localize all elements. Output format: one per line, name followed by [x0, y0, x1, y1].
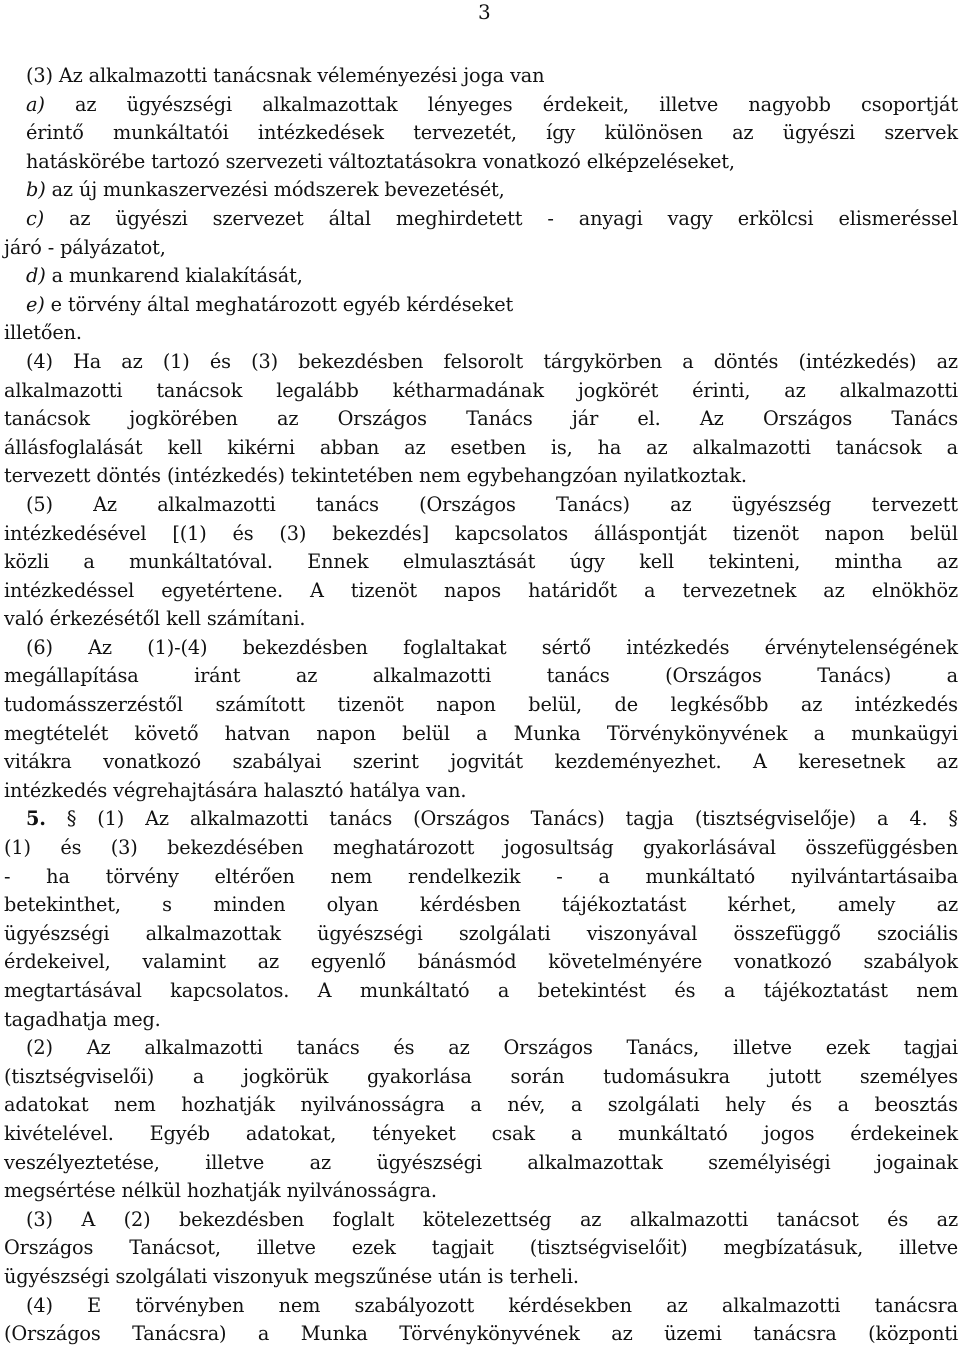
text-line: ügyészségi alkalmazottak ügyészségi szolgálati viszonyával összefüggő szociális [4, 921, 958, 945]
text-line: való érkezésétől kell számítani. [4, 607, 306, 631]
text-line: (3) Az alkalmazotti tanácsnak véleményezési joga van [26, 64, 545, 87]
document-body [4, 62, 958, 1349]
text-line: intézkedés végrehajtására halasztó hatálya van. [4, 778, 467, 802]
text-line: intézkedéssel egyetértene. A tizenöt napos határidőt a tervezetnek az elnökhöz [4, 578, 958, 602]
text-line: megtartásával kapcsolatos. A munkáltató a betekintést és a tájékoztatást nem [4, 979, 958, 1002]
text-line: (1) és (3) bekezdésében meghatározott jogosultság gyakorlásával összefüggésben [4, 836, 958, 860]
text-line: (tisztségviselői) a jogkörük gyakorlása során tudomásukra jutott személyes [4, 1064, 958, 1088]
text-line: d) a munkarend kialakítását, [26, 264, 303, 288]
text-line: érintő munkáltatói intézkedések tervezetét, így különösen az ügyészi szervek [26, 121, 958, 145]
text-line: tudomásszerzéstől számított tizenöt napon belül, de legkésőbb az intézkedés [4, 693, 958, 717]
text-line: Országos Tanácsot, illetve ezek tagjait (tisztségviselőit) megbízatásuk, illetve [4, 1236, 958, 1260]
text-line: e) e törvény által meghatározott egyéb kérdéseket [26, 292, 514, 316]
text-line: (3) A (2) bekezdésben foglalt kötelezettség az alkalmazotti tanácsot és az [26, 1207, 958, 1231]
text-line: (6) Az (1)-(4) bekezdésben foglaltakat sértő intézkedés érvénytelenségének [26, 635, 958, 659]
text-line: (4) E törvényben nem szabályozott kérdésekben az alkalmazotti tanácsra [26, 1293, 958, 1317]
text-line: állásfoglalását kell kikérni abban az esetben is, ha az alkalmazotti tanácsok a [4, 435, 958, 459]
text-line: tagadhatja meg. [4, 1007, 161, 1031]
text-line: tanácsok jogkörében az Országos Tanács jár el. Az Országos Tanács [4, 407, 958, 431]
text-line: tervezett döntés (intézkedés) tekintetében nem egybehangzóan nyilatkoztak. [4, 464, 747, 488]
text-line: (Országos Tanácsra) a Munka Törvénykönyvének az üzemi tanácsra (központi [4, 1322, 958, 1346]
page-number: 3 [478, 0, 491, 24]
text-line: - ha törvény eltérően nem rendelkezik - a munkáltató nyilvántartásaiba [4, 864, 958, 888]
text-line: alkalmazotti tanácsok legalább kétharmadának jogkörét érinti, az alkalmazotti [4, 378, 958, 402]
text-line: 5. § (1) Az alkalmazotti tanács (Országos Tanács) tagja (tisztségviselője) a 4. § [26, 807, 958, 831]
text-line: b) az új munkaszervezési módszerek bevezetését, [26, 178, 505, 202]
text-line: érdekeivel, valamint az egyenlő bánásmód követelményére vonatkozó szabályok [4, 950, 958, 974]
text-line: hatáskörébe tartozó szervezeti változtatásokra vonatkozó elképzeléseket, [26, 149, 735, 173]
text-line: ügyészségi szolgálati viszonyuk megszűnése után is terheli. [4, 1264, 579, 1288]
text-line: megállapítása iránt az alkalmazotti tanács (Országos Tanács) a [4, 664, 958, 688]
text-line: (5) Az alkalmazotti tanács (Országos Tanács) az ügyészség tervezett [26, 492, 958, 516]
text-line: járó - pályázatot, [4, 235, 166, 259]
text-line: vitákra vonatkozó szabályai szerint jogvitát kezdeményezhet. A keresetnek az [4, 750, 958, 774]
text-line: megsértése nélkül hozhatják nyilvánosságra. [4, 1179, 437, 1203]
text-line: c) az ügyészi szervezet által meghirdetett - anyagi vagy erkölcsi elismeréssel [26, 206, 958, 230]
text-line: veszélyeztetése, illetve az ügyészségi alkalmazottak személyiségi jogainak [4, 1150, 958, 1174]
text-line: betekinthet, s minden olyan kérdésben tájékoztatást kérhet, amely az [4, 893, 958, 917]
text-line: közli a munkáltatóval. Ennek elmulasztását úgy kell tekinteni, mintha az [4, 550, 958, 574]
text-line: megtételét követő hatvan napon belül a Munka Törvénykönyvének a munkaügyi [4, 721, 958, 745]
text-line: intézkedésével [(1) és (3) bekezdés] kapcsolatos álláspontját tizenöt napon belül [4, 521, 958, 545]
text-line: kivételével. Egyéb adatokat, tényeket csak a munkáltató jogos érdekeinek [4, 1121, 958, 1145]
text-line: illetően. [4, 321, 82, 345]
text-line: adatokat nem hozhatják nyilvánosságra a név, a szolgálati hely és a beosztás [4, 1093, 958, 1117]
text-line: (4) Ha az (1) és (3) bekezdésben felsorolt tárgykörben a döntés (intézkedés) az [26, 349, 958, 373]
text-line: a) az ügyészségi alkalmazottak lényeges érdekeit, illetve nagyobb csoportját [26, 92, 958, 116]
text-line: (2) Az alkalmazotti tanács és az Országos Tanács, illetve ezek tagjai [26, 1036, 958, 1060]
